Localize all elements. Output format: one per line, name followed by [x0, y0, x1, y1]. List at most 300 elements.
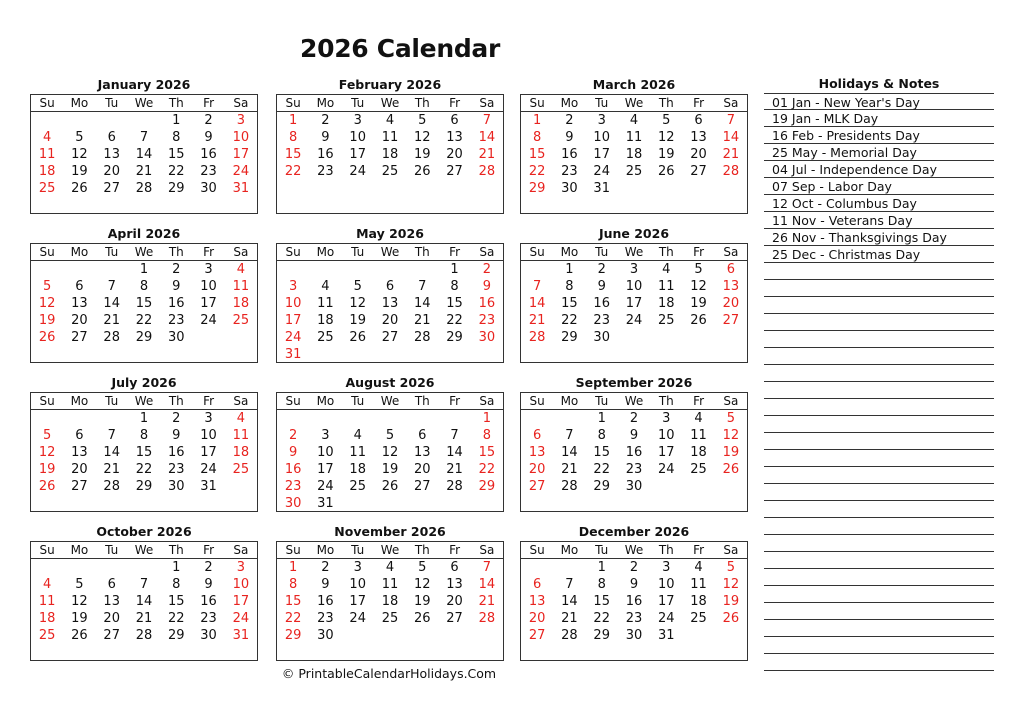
day-cell: 11	[381, 130, 399, 145]
day-cell: 28	[103, 330, 120, 345]
day-cell: 8	[139, 428, 149, 443]
month-block	[30, 374, 258, 512]
day-cell: 13	[381, 296, 399, 311]
month-block	[30, 523, 258, 661]
day-cell: 15	[446, 296, 463, 311]
holiday-note: 16 Feb - Presidents Day	[764, 127, 994, 144]
month-block	[30, 76, 258, 214]
weekday-label: Tu	[351, 96, 365, 110]
day-cell: 23	[317, 611, 334, 626]
day-cell: 14	[528, 296, 546, 311]
day-cell: 30	[625, 479, 643, 494]
weekday-label: Mo	[560, 245, 579, 259]
day-cell: 4	[629, 113, 639, 128]
day-cell: 28	[528, 330, 546, 345]
day-cell: 19	[722, 594, 740, 609]
day-cell: 18	[381, 594, 399, 609]
weekday-label: Sa	[723, 394, 739, 408]
blank-note-line	[764, 263, 994, 280]
day-cell: 4	[694, 411, 703, 426]
day-cell: 10	[232, 130, 250, 145]
day-cell: 19	[690, 296, 707, 311]
day-cell: 23	[284, 479, 302, 494]
day-cell: 1	[289, 113, 298, 128]
weekday-label: Mo	[70, 96, 89, 110]
empty-day-cell	[277, 410, 309, 427]
day-cell: 25	[625, 164, 643, 179]
day-cell: 30	[168, 479, 185, 494]
weekday-label: Th	[414, 245, 430, 259]
weekday-label: Tu	[595, 394, 609, 408]
day-cell: 23	[625, 462, 643, 477]
day-cell: 12	[658, 130, 675, 145]
weekday-label: Tu	[351, 543, 365, 557]
day-cell: 3	[662, 560, 671, 575]
day-cell: 31	[658, 628, 675, 643]
weekday-label: Tu	[595, 245, 609, 259]
month-block	[30, 225, 258, 363]
month-block	[520, 523, 748, 661]
day-cell: 22	[168, 164, 185, 179]
empty-day-cell	[521, 559, 553, 576]
day-cell: 15	[284, 147, 302, 162]
day-cell: 22	[135, 462, 153, 477]
empty-day-cell	[31, 112, 63, 129]
day-cell: 15	[284, 594, 302, 609]
day-cell: 6	[75, 428, 84, 443]
day-cell: 15	[593, 594, 610, 609]
day-cell: 13	[103, 147, 120, 162]
weekday-label: Su	[285, 543, 301, 557]
weekday-label: Su	[39, 96, 55, 110]
weekday-header-row	[521, 542, 747, 559]
day-cell: 12	[71, 594, 88, 609]
weekday-label: We	[134, 394, 154, 408]
day-cell: 10	[625, 279, 643, 294]
day-cell: 5	[418, 560, 427, 575]
holiday-note: 25 Dec - Christmas Day	[764, 246, 994, 263]
day-cell: 18	[690, 445, 707, 460]
day-cell: 10	[232, 577, 250, 592]
page-title: 2026 Calendar	[300, 34, 501, 63]
weekday-label: Tu	[105, 245, 119, 259]
day-cell: 11	[625, 130, 643, 145]
day-cell: 27	[71, 479, 88, 494]
month-title: February 2026	[338, 77, 442, 92]
blank-note-line	[764, 586, 994, 603]
month-block	[276, 76, 504, 214]
day-cell: 17	[200, 445, 217, 460]
blank-note-line	[764, 382, 994, 399]
day-cell: 4	[353, 428, 362, 443]
day-cell: 5	[694, 262, 703, 277]
day-cell: 18	[349, 462, 366, 477]
day-cell: 26	[658, 164, 675, 179]
day-cell: 25	[690, 462, 707, 477]
day-cell: 9	[204, 130, 213, 145]
day-cell: 30	[478, 330, 496, 345]
weekday-label: Th	[658, 394, 674, 408]
day-cell: 6	[107, 130, 116, 145]
day-cell: 11	[690, 428, 707, 443]
blank-note-line	[764, 331, 994, 348]
day-cell: 2	[204, 113, 213, 128]
day-cell: 26	[722, 462, 740, 477]
weekday-label: Su	[39, 394, 55, 408]
day-cell: 15	[528, 147, 546, 162]
day-cell: 21	[561, 462, 578, 477]
day-cell: 2	[172, 262, 181, 277]
day-cell: 13	[528, 594, 546, 609]
day-cell: 4	[385, 113, 395, 128]
day-cell: 17	[658, 594, 675, 609]
day-cell: 25	[317, 330, 334, 345]
day-cell: 17	[284, 313, 302, 328]
weekday-label: Fr	[693, 394, 705, 408]
day-cell: 25	[38, 628, 56, 643]
day-cell: 26	[690, 313, 707, 328]
day-cell: 8	[482, 428, 491, 443]
weekday-header-row	[31, 244, 257, 261]
weekday-label: Mo	[560, 96, 579, 110]
blank-note-line	[764, 518, 994, 535]
holidays-notes-panel	[764, 75, 994, 671]
weekday-label: Sa	[233, 245, 249, 259]
weekday-label: Fr	[449, 245, 461, 259]
day-cell: 3	[289, 279, 298, 294]
empty-day-cell	[63, 410, 95, 427]
weekday-label: We	[134, 543, 154, 557]
weekday-label: Su	[285, 96, 301, 110]
day-cell: 23	[317, 164, 334, 179]
empty-day-cell	[374, 261, 406, 278]
day-cell: 26	[349, 330, 366, 345]
month-title: September 2026	[575, 375, 693, 390]
day-cell: 26	[38, 479, 56, 494]
day-cell: 20	[690, 147, 707, 162]
blank-note-line	[764, 348, 994, 365]
day-cell: 26	[71, 181, 88, 196]
day-cell: 29	[284, 628, 302, 643]
weekday-label: Th	[414, 543, 430, 557]
day-grid	[31, 410, 257, 495]
day-cell: 7	[107, 428, 116, 443]
day-cell: 24	[658, 611, 675, 626]
day-cell: 29	[135, 479, 153, 494]
blank-note-line	[764, 450, 994, 467]
day-cell: 30	[200, 181, 217, 196]
day-cell: 12	[722, 428, 740, 443]
day-cell: 13	[414, 445, 431, 460]
day-cell: 11	[349, 445, 366, 460]
day-cell: 8	[450, 279, 459, 294]
empty-day-cell	[309, 261, 341, 278]
day-cell: 11	[381, 577, 399, 592]
month-grid	[276, 94, 504, 214]
day-cell: 31	[232, 181, 250, 196]
day-cell: 10	[593, 130, 610, 145]
empty-day-cell	[406, 410, 438, 427]
day-cell: 18	[381, 147, 399, 162]
weekday-label: Tu	[105, 543, 119, 557]
day-cell: 8	[597, 577, 606, 592]
day-cell: 8	[172, 130, 181, 145]
day-cell: 7	[565, 577, 574, 592]
day-cell: 11	[232, 428, 250, 443]
empty-day-cell	[96, 112, 128, 129]
day-cell: 17	[317, 462, 334, 477]
day-cell: 30	[317, 628, 334, 643]
day-cell: 22	[284, 164, 302, 179]
day-cell: 6	[418, 428, 427, 443]
month-title: April 2026	[107, 226, 181, 241]
day-cell: 23	[168, 313, 185, 328]
weekday-label: Fr	[203, 96, 215, 110]
day-cell: 8	[289, 130, 298, 145]
day-cell: 30	[593, 330, 610, 345]
day-cell: 7	[565, 428, 574, 443]
day-cell: 3	[662, 411, 671, 426]
day-cell: 7	[533, 279, 542, 294]
day-cell: 29	[478, 479, 496, 494]
day-cell: 6	[385, 279, 395, 294]
empty-day-cell	[96, 559, 128, 576]
weekday-label: Su	[39, 245, 55, 259]
day-cell: 2	[565, 113, 574, 128]
day-cell: 21	[478, 594, 496, 609]
day-cell: 16	[625, 594, 643, 609]
blank-note-line	[764, 297, 994, 314]
day-cell: 25	[381, 611, 399, 626]
day-cell: 2	[172, 411, 181, 426]
weekday-label: Sa	[233, 96, 249, 110]
day-cell: 13	[446, 577, 463, 592]
day-cell: 26	[722, 611, 740, 626]
day-cell: 2	[321, 113, 330, 128]
day-cell: 23	[561, 164, 578, 179]
day-cell: 30	[200, 628, 217, 643]
weekday-label: Mo	[316, 245, 335, 259]
weekday-label: Th	[658, 245, 674, 259]
day-cell: 31	[232, 628, 250, 643]
weekday-label: We	[380, 245, 400, 259]
day-cell: 10	[658, 577, 675, 592]
weekday-label: Su	[529, 96, 545, 110]
weekday-label: Su	[285, 394, 301, 408]
day-cell: 26	[381, 479, 399, 494]
day-cell: 19	[71, 611, 88, 626]
day-cell: 10	[317, 445, 334, 460]
weekday-label: Sa	[479, 96, 495, 110]
day-cell: 5	[726, 560, 735, 575]
day-cell: 23	[625, 611, 643, 626]
day-cell: 16	[200, 147, 217, 162]
day-cell: 16	[478, 296, 496, 311]
blank-note-line	[764, 280, 994, 297]
weekday-label: We	[380, 96, 400, 110]
empty-day-cell	[31, 559, 63, 576]
day-cell: 27	[690, 164, 707, 179]
day-cell: 5	[75, 577, 84, 592]
day-cell: 30	[168, 330, 185, 345]
day-cell: 8	[139, 279, 149, 294]
day-cell: 2	[204, 560, 213, 575]
weekday-label: We	[134, 96, 154, 110]
day-cell: 6	[450, 113, 459, 128]
day-cell: 5	[353, 279, 362, 294]
day-cell: 26	[38, 330, 56, 345]
day-cell: 6	[450, 560, 459, 575]
empty-day-cell	[63, 112, 95, 129]
day-cell: 11	[38, 594, 56, 609]
day-cell: 1	[597, 411, 606, 426]
day-cell: 8	[172, 577, 181, 592]
day-cell: 13	[103, 594, 120, 609]
day-cell: 5	[75, 130, 84, 145]
weekday-label: We	[624, 96, 644, 110]
month-grid	[276, 541, 504, 661]
day-cell: 15	[478, 445, 496, 460]
holiday-note: 26 Nov - Thanksgivings Day	[764, 229, 994, 246]
day-cell: 15	[561, 296, 578, 311]
weekday-label: Fr	[449, 96, 461, 110]
day-cell: 25	[690, 611, 707, 626]
weekday-label: Th	[168, 245, 184, 259]
day-cell: 28	[103, 479, 120, 494]
day-cell: 17	[232, 594, 250, 609]
day-cell: 2	[321, 560, 330, 575]
blank-note-line	[764, 552, 994, 569]
day-cell: 20	[446, 147, 463, 162]
day-cell: 7	[107, 279, 116, 294]
day-grid	[31, 559, 257, 644]
weekday-label: Sa	[723, 245, 739, 259]
weekday-label: Su	[285, 245, 301, 259]
day-grid	[277, 410, 503, 512]
day-cell: 28	[722, 164, 740, 179]
day-cell: 21	[135, 611, 153, 626]
notes-lines	[764, 93, 994, 671]
day-cell: 18	[38, 164, 56, 179]
weekday-header-row	[277, 542, 503, 559]
day-cell: 30	[284, 496, 302, 511]
day-cell: 1	[533, 113, 542, 128]
day-cell: 1	[565, 262, 574, 277]
day-cell: 4	[43, 130, 52, 145]
month-title: October 2026	[96, 524, 192, 539]
day-cell: 12	[71, 147, 88, 162]
day-cell: 17	[349, 594, 366, 609]
day-cell: 7	[726, 113, 735, 128]
day-cell: 28	[446, 479, 463, 494]
day-grid	[277, 559, 503, 644]
day-cell: 16	[317, 147, 334, 162]
weekday-label: Sa	[233, 543, 249, 557]
notes-title: Holidays & Notes	[818, 76, 940, 91]
day-cell: 16	[317, 594, 334, 609]
weekday-label: Mo	[316, 96, 335, 110]
empty-day-cell	[96, 261, 128, 278]
day-cell: 14	[103, 445, 120, 460]
day-cell: 16	[593, 296, 610, 311]
day-cell: 25	[232, 313, 250, 328]
day-cell: 27	[528, 479, 546, 494]
holiday-note: 19 Jan - MLK Day	[764, 110, 994, 127]
day-cell: 22	[593, 462, 610, 477]
day-cell: 24	[317, 479, 334, 494]
day-cell: 20	[528, 611, 546, 626]
day-cell: 14	[414, 296, 431, 311]
day-cell: 9	[289, 445, 298, 460]
day-grid	[277, 261, 503, 363]
blank-note-line	[764, 484, 994, 501]
day-cell: 28	[478, 611, 496, 626]
day-cell: 26	[414, 611, 431, 626]
day-grid	[31, 261, 257, 346]
day-cell: 4	[662, 262, 671, 277]
day-cell: 14	[561, 594, 578, 609]
weekday-label: We	[380, 543, 400, 557]
weekday-label: Sa	[479, 543, 495, 557]
weekday-label: We	[624, 543, 644, 557]
weekday-label: Tu	[595, 543, 609, 557]
day-cell: 14	[103, 296, 120, 311]
day-cell: 29	[446, 330, 463, 345]
day-cell: 24	[232, 164, 250, 179]
day-cell: 28	[414, 330, 431, 345]
day-cell: 21	[478, 147, 496, 162]
blank-note-line	[764, 620, 994, 637]
day-cell: 7	[482, 560, 491, 575]
day-cell: 14	[722, 130, 740, 145]
month-grid	[30, 243, 258, 363]
blank-note-line	[764, 399, 994, 416]
day-cell: 8	[289, 577, 298, 592]
month-grid	[30, 94, 258, 214]
day-cell: 25	[38, 181, 56, 196]
day-cell: 2	[629, 560, 639, 575]
day-cell: 22	[284, 611, 302, 626]
blank-note-line	[764, 654, 994, 671]
weekday-header-row	[521, 393, 747, 410]
day-grid	[521, 112, 747, 197]
day-cell: 20	[722, 296, 740, 311]
day-cell: 6	[533, 577, 542, 592]
holiday-note: 04 Jul - Independence Day	[764, 161, 994, 178]
weekday-label: Su	[529, 543, 545, 557]
month-title: November 2026	[334, 524, 446, 539]
day-cell: 12	[414, 130, 431, 145]
day-cell: 10	[200, 428, 217, 443]
blank-note-line	[764, 637, 994, 654]
weekday-label: Sa	[479, 245, 495, 259]
day-cell: 13	[71, 296, 88, 311]
day-cell: 18	[658, 296, 675, 311]
day-cell: 1	[172, 560, 181, 575]
day-cell: 17	[658, 445, 675, 460]
day-cell: 16	[168, 445, 185, 460]
day-cell: 18	[625, 147, 643, 162]
weekday-label: Th	[414, 96, 430, 110]
month-block	[520, 374, 748, 512]
day-cell: 1	[482, 411, 491, 426]
day-cell: 1	[289, 560, 298, 575]
day-cell: 9	[172, 428, 181, 443]
day-cell: 22	[168, 611, 185, 626]
empty-day-cell	[277, 261, 309, 278]
day-cell: 9	[629, 428, 639, 443]
day-cell: 15	[135, 445, 153, 460]
